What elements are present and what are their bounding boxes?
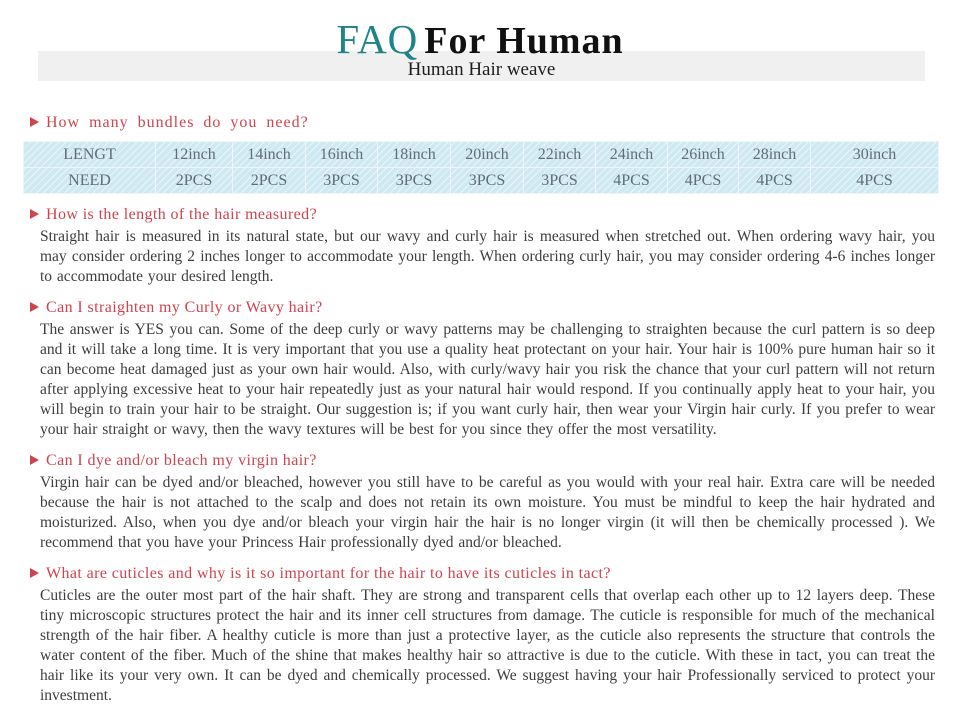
arrow-right-icon [30,455,39,465]
pcs-cell: 2PCS [156,168,233,194]
faq-list [0,206,960,706]
bundles-question [30,114,935,132]
length-cell: 28inch [739,142,811,168]
faq-question-text: Can I straighten my Curly or Wavy hair? [46,299,323,316]
arrow-right-icon [30,568,39,578]
faq-question-text: What are cuticles and why is it so important for the hair to have its cuticles in tact? [46,565,611,582]
arrow-right-icon [30,302,39,312]
pcs-cell: 4PCS [596,168,668,194]
pcs-cell: 4PCS [668,168,739,194]
row-header-cell: NEED [24,168,156,194]
length-cell: 20inch [451,142,524,168]
length-cell: 24inch [596,142,668,168]
faq-item [0,299,960,440]
length-cell: 16inch [306,142,378,168]
faq-answer: The answer is YES you can. Some of the deep curly or wavy patterns may be challenging to straighten because the curl pattern is so deep and it will take a long time. It is very important that you use a quality heat protectant on your hair. Your hair is 100% pure human hair so it can become heat damaged just as your own hair would. Also, with curly/wavy hair you risk the chance that your curl pattern will not return after applying excessive heat to your hair repeatedly just as your natural hair would respond. If you continually apply heat to your hair, you will begin to train your hair to be straight. Our suggestion is; if you want curly hair, then wear your Virgin hair curly. If you prefer to wear your hair straight or wavy, then the wavy textures will be best for you since they offer the most versatility. [40,321,935,438]
title-accent: FAQ [336,16,419,62]
faq-item [0,565,960,706]
pcs-cell: 3PCS [306,168,378,194]
arrow-right-icon [30,117,39,127]
page-title [0,18,960,63]
page-header [0,18,960,81]
faq-question-text: Can I dye and/or bleach my virgin hair? [46,452,317,469]
pcs-cell: 3PCS [451,168,524,194]
title-rest: For Human [424,20,624,62]
faq-item [0,452,960,553]
faq-question [30,299,935,317]
length-cell: 12inch [156,142,233,168]
length-cell: 18inch [378,142,451,168]
page-subtitle: Human Hair weave [407,59,556,80]
bundles-table [23,141,939,194]
faq-answer: Virgin hair can be dyed and/or bleached, however you still have to be careful as you would with your real hair. Extra care will be needed because the hair is not attached to the scalp and does not retain its own moisture. You must be mindful to keep the hair hydrated and moisturized. Also, when you dye and/or bleach your virgin hair the hair is no longer virgin (it will then be chemically processed ). We recommend that you have your Princess Hair professionally dyed and/or bleached. [40,474,935,551]
bundles-table-body [24,142,939,194]
pcs-cell: 2PCS [233,168,306,194]
bundles-question-text: How many bundles do you need? [46,114,309,131]
faq-question [30,565,935,583]
faq-answer: Cuticles are the outer most part of the hair shaft. They are strong and transparent cells that overlap each other up to 12 layers deep. These tiny microscopic structures protect the hair and its inner cell structures from damage. The cuticle is responsible for much of the mechanical strength of the hair fiber. A healthy cuticle is more than just a protective layer, as the cuticle also represents the structure that controls the water content of the fiber. Much of the shine that makes healthy hair so attractive is due to the cuticle. With these in tact, you can treat the hair like its your very own. It can be dyed and chemically processed. We suggest having your hair Professionally serviced to protect your investment. [40,587,935,704]
length-cell: 26inch [668,142,739,168]
row-header-cell: LENGT [24,142,156,168]
pcs-cell: 3PCS [524,168,596,194]
faq-item [0,206,960,287]
table-row [24,142,939,168]
pcs-cell: 4PCS [811,168,939,194]
faq-question [30,452,935,470]
faq-question [30,206,935,224]
pcs-cell: 3PCS [378,168,451,194]
length-cell: 14inch [233,142,306,168]
pcs-cell: 4PCS [739,168,811,194]
length-cell: 22inch [524,142,596,168]
faq-question-text: How is the length of the hair measured? [46,206,318,223]
table-row [24,168,939,194]
arrow-right-icon [30,209,39,219]
length-cell: 30inch [811,142,939,168]
faq-answer: Straight hair is measured in its natural state, but our wavy and curly hair is measured when stretched out. When ordering wavy hair, you may consider ordering 2 inches longer to accommodate your length. When ordering curly hair, you may consider ordering 4-6 inches longer to accommodate your desired length. [40,228,935,285]
